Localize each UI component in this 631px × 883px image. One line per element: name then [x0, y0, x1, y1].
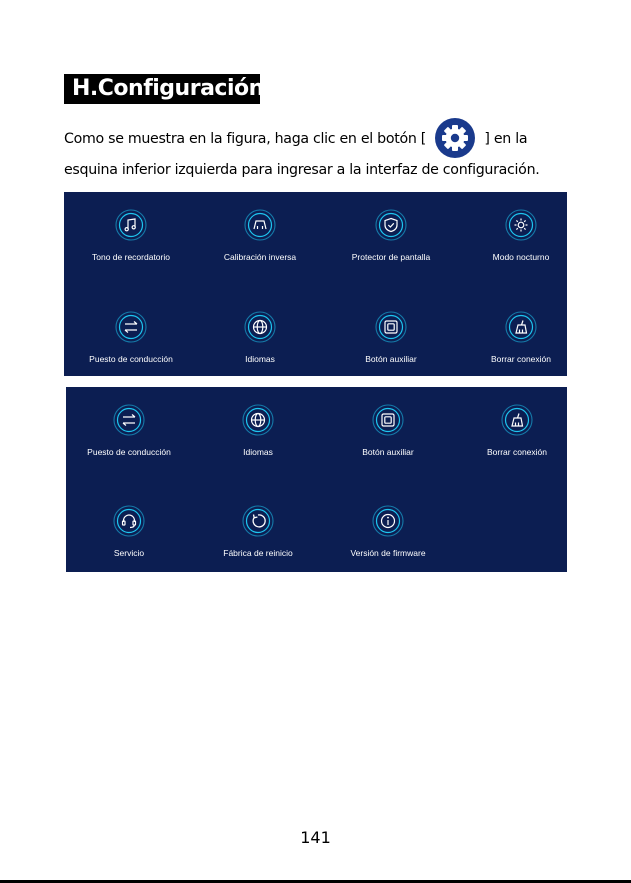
gear-icon [434, 117, 476, 159]
setting-clear-connection[interactable] [454, 403, 580, 457]
broom-icon [504, 310, 538, 344]
setting-driving-position[interactable] [68, 310, 194, 364]
swap-arrows-icon [112, 403, 146, 437]
intro-text-after: ] en la esquina inferior izquierda para ingresar a la interfaz de configuración. [64, 131, 540, 178]
setting-service[interactable] [66, 504, 192, 558]
setting-label: Botón auxiliar [362, 447, 414, 457]
setting-reminder-tone[interactable] [68, 208, 194, 262]
setting-factory-reset[interactable] [195, 504, 321, 558]
sun-icon [504, 208, 538, 242]
music-note-icon [114, 208, 148, 242]
setting-label: Servicio [113, 548, 145, 558]
settings-panel-page-1 [64, 192, 567, 376]
setting-label: Borrar conexión [486, 447, 547, 457]
setting-languages[interactable] [197, 310, 323, 364]
square-button-icon [374, 310, 408, 344]
headset-icon [112, 504, 146, 538]
setting-reverse-calibration[interactable] [197, 208, 323, 262]
setting-firmware-version[interactable] [325, 504, 451, 558]
shield-check-icon [374, 208, 408, 242]
reset-icon [241, 504, 275, 538]
swap-arrows-icon [114, 310, 148, 344]
intro-text-before: Como se muestra en la figura, haga clic en el botón [ [64, 131, 426, 147]
settings-panel-page-2 [66, 387, 567, 572]
setting-label: Protector de pantalla [351, 252, 431, 262]
setting-driving-position[interactable] [66, 403, 192, 457]
section-title: H.Configuración [64, 74, 260, 104]
setting-aux-button[interactable] [328, 310, 454, 364]
setting-label: Botón auxiliar [365, 354, 417, 364]
setting-languages[interactable] [195, 403, 321, 457]
setting-clear-connection[interactable] [458, 310, 584, 364]
setting-label: Versión de firmware [350, 548, 426, 558]
setting-label: Modo nocturno [492, 252, 550, 262]
setting-label: Borrar conexión [490, 354, 551, 364]
setting-night-mode[interactable] [458, 208, 584, 262]
globe-icon [243, 310, 277, 344]
broom-icon [500, 403, 534, 437]
setting-label: Puesto de conducción [87, 447, 171, 457]
setting-label: Idiomas [243, 447, 273, 457]
setting-label: Fábrica de reinicio [223, 548, 293, 558]
square-button-icon [371, 403, 405, 437]
intro-paragraph [64, 124, 584, 186]
reverse-calibration-icon [243, 208, 277, 242]
globe-icon [241, 403, 275, 437]
info-icon [371, 504, 405, 538]
setting-aux-button[interactable] [325, 403, 451, 457]
setting-screen-saver[interactable] [328, 208, 454, 262]
setting-label: Idiomas [245, 354, 275, 364]
page-number: 141 [300, 828, 331, 847]
setting-label: Puesto de conducción [89, 354, 173, 364]
setting-label: Tono de recordatorio [92, 252, 170, 262]
setting-label: Calibración inversa [223, 252, 297, 262]
